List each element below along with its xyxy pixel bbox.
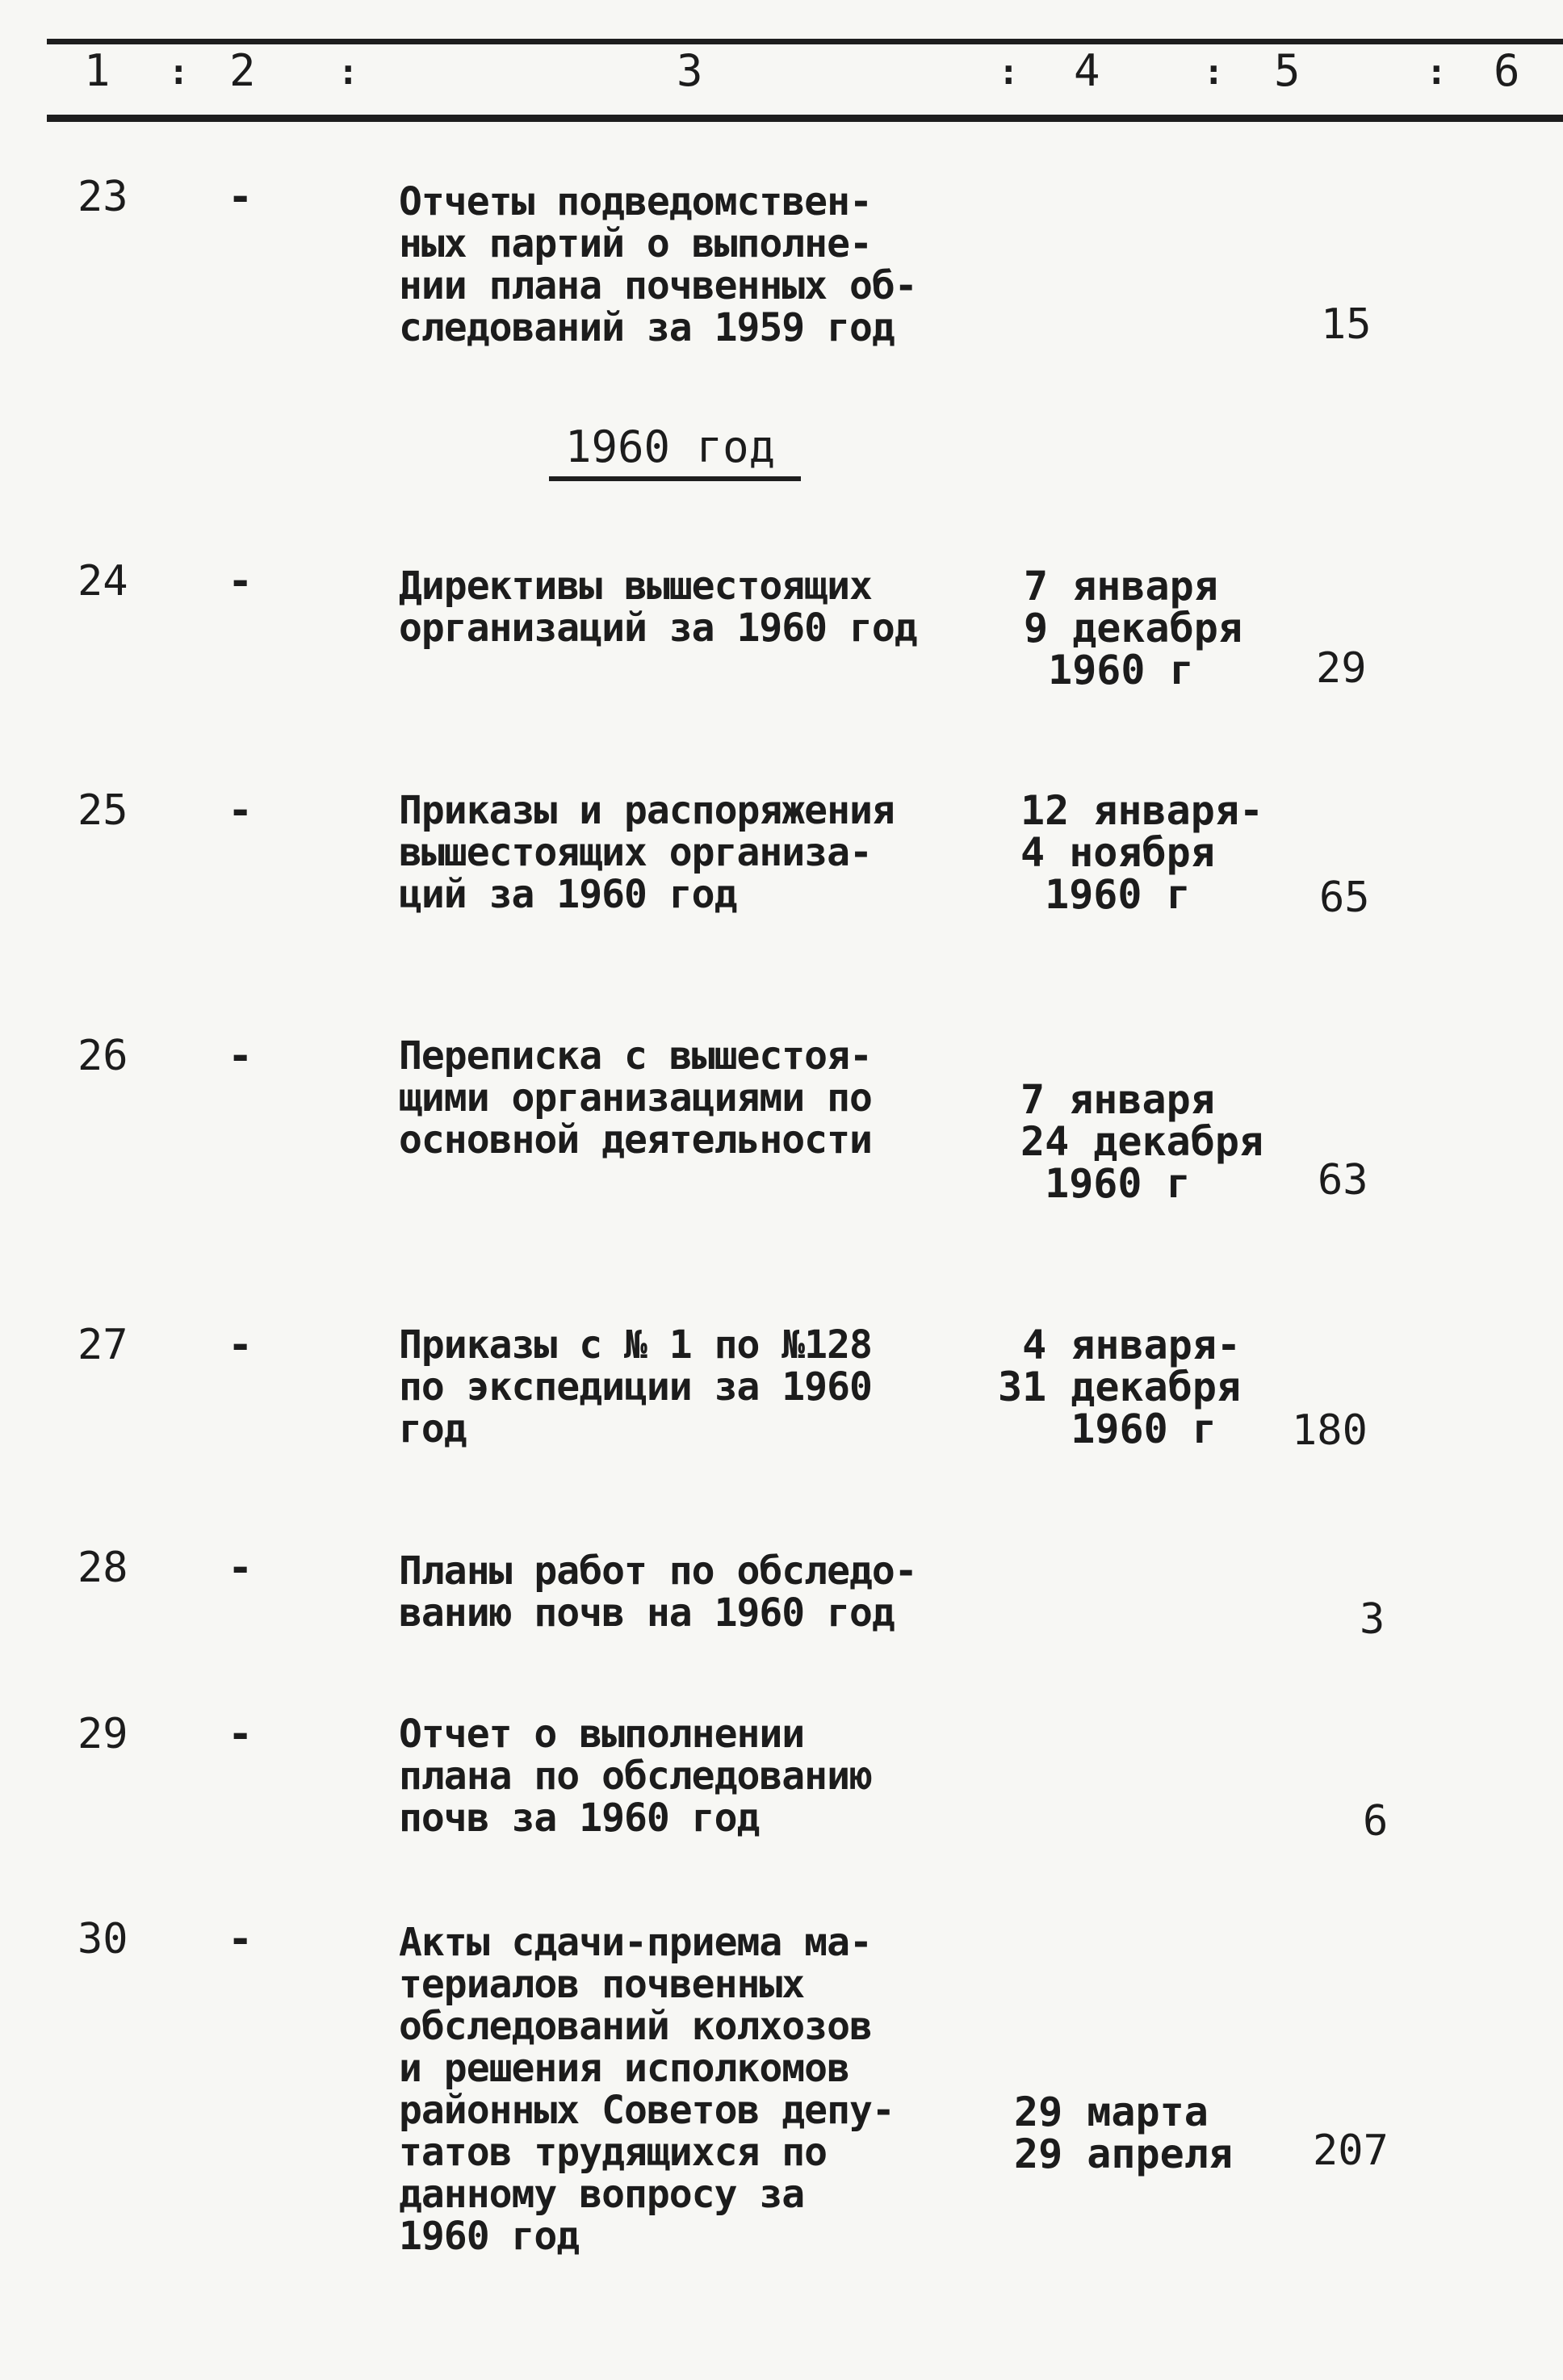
- header-top-rule: [47, 39, 1563, 44]
- col-separator: :: [337, 52, 359, 93]
- row-count: 6: [1363, 1797, 1389, 1846]
- row-dash: -: [228, 1321, 254, 1369]
- row-count: 180: [1292, 1406, 1368, 1455]
- row-count: 15: [1321, 300, 1372, 349]
- row-description: Приказы и распоряжения вышестоящих организа- ций за 1960 год: [399, 788, 895, 917]
- section-heading: 1960 год: [565, 421, 776, 472]
- row-number: 24: [78, 557, 128, 605]
- row-count: 65: [1319, 874, 1370, 922]
- row-date-range: 4 января- 31 декабря 1960 г: [998, 1322, 1242, 1452]
- row-description: Директивы вышестоящих организаций за 1960 год: [399, 564, 917, 651]
- row-count: 3: [1360, 1595, 1385, 1644]
- col-separator: :: [1203, 52, 1225, 93]
- row-dash: -: [228, 786, 254, 835]
- col-separator: :: [1426, 52, 1448, 93]
- row-number: 30: [78, 1915, 128, 1963]
- row-dash: -: [228, 557, 254, 605]
- row-count: 207: [1313, 2126, 1389, 2175]
- col-header-3: 3: [677, 45, 703, 96]
- row-date-range: 12 января- 4 ноября 1960 г: [1020, 787, 1264, 918]
- row-description: Приказы с № 1 по №128 по экспедиции за 1960 год: [399, 1322, 872, 1452]
- row-count: 29: [1316, 644, 1367, 693]
- row-description: Отчеты подведомствен- ных партий о выполне- нии плана почвенных об- следований за 1959 год: [399, 179, 917, 350]
- row-number: 28: [78, 1544, 128, 1592]
- row-description: Планы работ по обследо- ванию почв на 1960 год: [399, 1548, 917, 1636]
- col-header-6: 6: [1494, 45, 1520, 96]
- row-date-range: 7 января 24 декабря 1960 г: [1020, 1076, 1264, 1207]
- col-header-4: 4: [1074, 45, 1100, 96]
- row-dash: -: [228, 1032, 254, 1080]
- row-description: Отчет о выполнении плана по обследованию почв за 1960 год: [399, 1712, 872, 1841]
- row-date-range: 29 марта 29 апреля: [1014, 2089, 1233, 2177]
- row-dash: -: [228, 1544, 254, 1592]
- row-dash: -: [228, 1710, 254, 1758]
- section-heading-underline: [549, 476, 801, 481]
- row-number: 27: [78, 1321, 128, 1369]
- col-separator: :: [168, 52, 190, 93]
- row-description: Переписка с вышестоя- щими организациями по основной деятельности: [399, 1033, 872, 1163]
- row-number: 26: [78, 1032, 128, 1080]
- row-number: 25: [78, 786, 128, 835]
- col-header-2: 2: [229, 45, 256, 96]
- row-number: 29: [78, 1710, 128, 1758]
- row-date-range: 7 января 9 декабря 1960 г: [1024, 563, 1242, 693]
- row-dash: -: [228, 173, 254, 221]
- row-description: Акты сдачи-приема ма- териалов почвенных обследований колхозов и решения исполкомов районных Советов депу- татов трудящихся по данному вопросу за 1960 год: [399, 1920, 895, 2259]
- row-count: 63: [1318, 1156, 1368, 1205]
- col-separator: :: [998, 52, 1020, 93]
- col-header-5: 5: [1274, 45, 1301, 96]
- col-header-1: 1: [84, 45, 111, 96]
- header-bottom-rule: [47, 115, 1563, 122]
- row-number: 23: [78, 173, 128, 221]
- row-dash: -: [228, 1915, 254, 1963]
